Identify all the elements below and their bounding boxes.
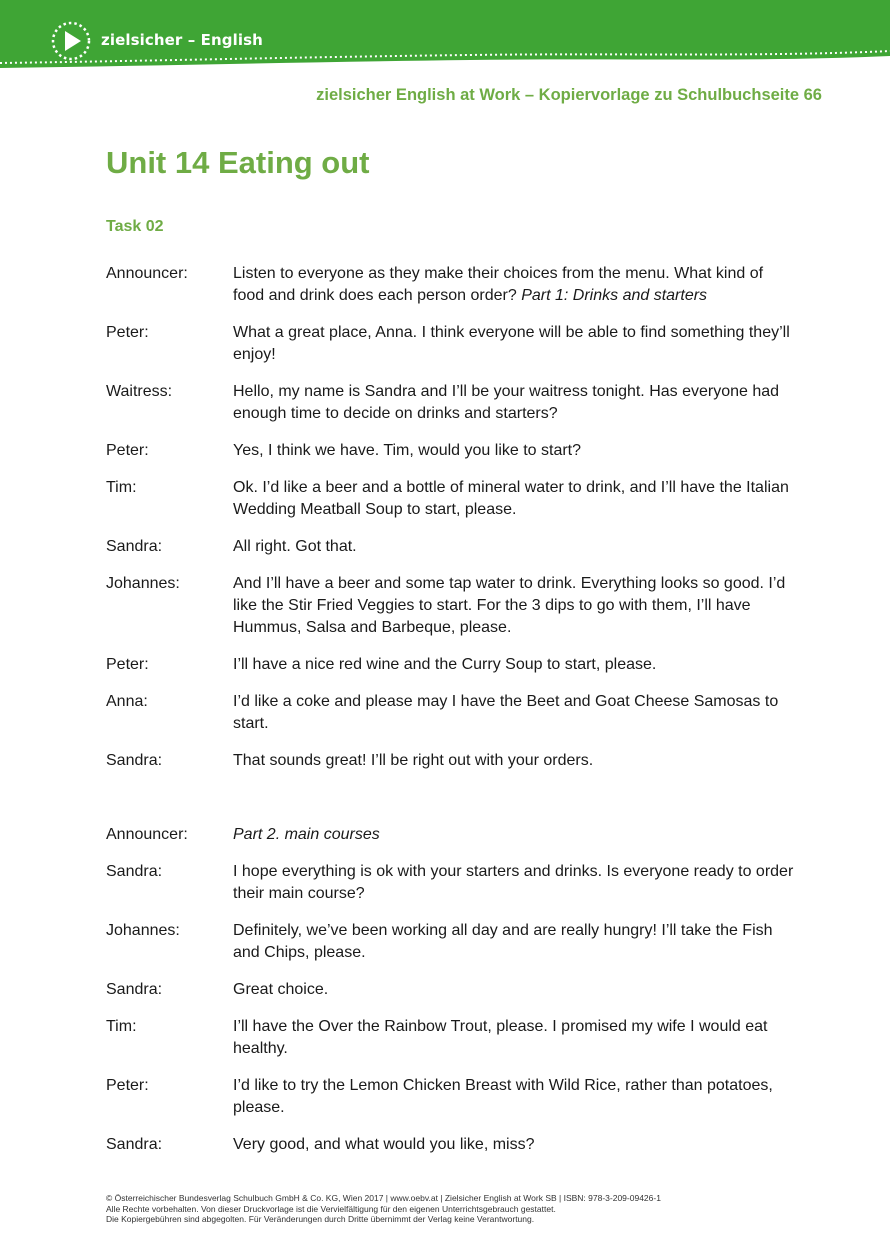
dialogue-line — [106, 477, 796, 521]
speech-emphasis: Part 2. main courses — [233, 826, 380, 843]
speech-text — [233, 1134, 796, 1156]
dialogue-line — [106, 536, 796, 558]
speaker-name: Announcer: — [106, 265, 188, 282]
speaker-name: Anna: — [106, 693, 148, 710]
speech-text — [233, 654, 796, 676]
speech-text — [233, 1016, 796, 1060]
dialogue-line — [106, 573, 796, 639]
dialogue-line — [106, 263, 796, 307]
task-label: Task 02 — [106, 218, 164, 235]
speaker-name: Johannes: — [106, 575, 180, 592]
dialogue-line — [106, 979, 796, 1001]
speech-plain: I hope everything is ok with your starters and drinks. Is everyone ready to order their main course? — [233, 863, 794, 902]
speech-plain: Very good, and what would you like, miss? — [233, 1136, 535, 1153]
speaker-name: Sandra: — [106, 538, 163, 555]
speech-text — [233, 691, 796, 735]
speech-emphasis: Part 1: Drinks and starters — [521, 287, 708, 304]
dialogue-line — [106, 322, 796, 366]
speech-text — [233, 1075, 796, 1119]
dialogue — [106, 263, 796, 1171]
dialogue-part-2 — [106, 824, 796, 1156]
speech-text — [233, 979, 796, 1001]
speech-text — [233, 440, 796, 462]
dialogue-line — [106, 440, 796, 462]
speech-plain: Hello, my name is Sandra and I’ll be your waitress tonight. Has everyone had enough time to decide on drinks and starters? — [233, 383, 780, 422]
dialogue-line — [106, 654, 796, 676]
speech-text — [233, 381, 796, 425]
dialogue-line — [106, 824, 796, 846]
page-subtitle: zielsicher English at Work – Kopiervorlage zu Schulbuchseite 66 — [316, 86, 822, 104]
speech-text — [233, 920, 796, 964]
speaker-name: Sandra: — [106, 752, 163, 769]
speech-plain: That sounds great! I’ll be right out with your orders. — [233, 752, 594, 769]
speaker-name: Sandra: — [106, 981, 163, 998]
speech-plain: Yes, I think we have. Tim, would you like to start? — [233, 442, 582, 459]
speech-plain: I’d like to try the Lemon Chicken Breast with Wild Rice, rather than potatoes, please. — [233, 1077, 773, 1116]
speaker-name: Peter: — [106, 1077, 149, 1094]
speaker-name: Tim: — [106, 479, 137, 496]
speech-text — [233, 322, 796, 366]
dialogue-line — [106, 920, 796, 964]
speech-text — [233, 536, 796, 558]
speech-plain: I’d like a coke and please may I have the Beet and Goat Cheese Samosas to start. — [233, 693, 779, 732]
dialogue-line — [106, 381, 796, 425]
speaker-name: Sandra: — [106, 863, 163, 880]
dialogue-part-1 — [106, 263, 796, 772]
speech-plain: I’ll have a nice red wine and the Curry Soup to start, please. — [233, 656, 657, 673]
dialogue-line — [106, 861, 796, 905]
speech-plain: Ok. I’d like a beer and a bottle of mineral water to drink, and I’ll have the Italian Wedding Meatball Soup to start, please. — [233, 479, 789, 518]
speech-plain: And I’ll have a beer and some tap water to drink. Everything looks so good. I’d like the Stir Fried Veggies to start. For the 3 dips to go with them, I’ll have Hummus, Salsa and Barbeque, please. — [233, 575, 786, 636]
footer-line: Die Kopiergebühren sind abgegolten. Für Veränderungen durch Dritte übernimmt der Verlag keine Verantwortung. — [106, 1214, 535, 1224]
speech-text — [233, 263, 796, 307]
speech-plain: I’ll have the Over the Rainbow Trout, please. I promised my wife I would eat healthy. — [233, 1018, 768, 1057]
play-icon — [50, 20, 92, 62]
speaker-name: Tim: — [106, 1018, 137, 1035]
speech-plain: Definitely, we’ve been working all day and are really hungry! I’ll take the Fish and Chips, please. — [233, 922, 773, 961]
speaker-name: Johannes: — [106, 922, 180, 939]
brand-name: zielsicher – English — [101, 31, 263, 49]
page-title: Unit 14 Eating out — [106, 145, 370, 180]
speech-text — [233, 824, 796, 846]
dialogue-line — [106, 1075, 796, 1119]
speech-text — [233, 477, 796, 521]
speech-plain: Listen to everyone as they make their choices from the menu. What kind of food and drink does each person order? — [233, 265, 764, 304]
copyright-footer — [106, 1193, 806, 1225]
speaker-name: Sandra: — [106, 1136, 163, 1153]
dialogue-line — [106, 691, 796, 735]
speaker-name: Peter: — [106, 324, 149, 341]
speech-plain: All right. Got that. — [233, 538, 357, 555]
footer-line: Alle Rechte vorbehalten. Von dieser Druckvorlage ist die Vervielfältigung für den eigenen Unterrichtsgebrauch gestattet. — [106, 1203, 556, 1214]
speech-text — [233, 861, 796, 905]
speech-text — [233, 573, 796, 639]
speech-plain: Great choice. — [233, 981, 329, 998]
speaker-name: Waitress: — [106, 383, 173, 400]
footer-line: © Österreichischer Bundesverlag Schulbuch GmbH & Co. KG, Wien 2017 | www.oebv.at | Zielsicher English at Work SB | ISBN: 978-3-209-09426-1 — [106, 1193, 661, 1203]
dialogue-line — [106, 1134, 796, 1156]
speaker-name: Announcer: — [106, 826, 188, 843]
speaker-name: Peter: — [106, 442, 149, 459]
speech-plain: What a great place, Anna. I think everyone will be able to find something they’ll enjoy! — [233, 324, 790, 363]
speech-text — [233, 750, 796, 772]
dialogue-line — [106, 750, 796, 772]
dialogue-line — [106, 1016, 796, 1060]
speaker-name: Peter: — [106, 656, 149, 673]
